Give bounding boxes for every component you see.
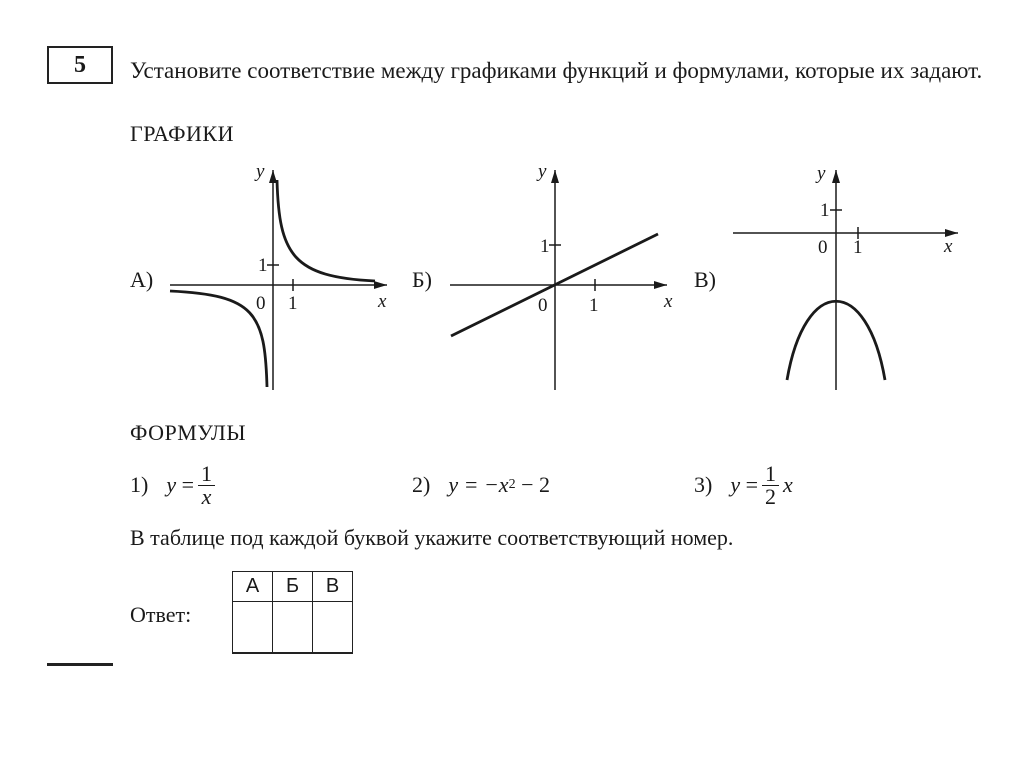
formula-lhs: y bbox=[448, 472, 459, 497]
graph-c-letter: В) bbox=[694, 267, 716, 292]
task-number: 5 bbox=[47, 46, 113, 84]
fraction-denominator: 2 bbox=[765, 483, 777, 509]
y-tick-label: 1 bbox=[820, 200, 830, 221]
origin-label: 0 bbox=[818, 237, 828, 258]
x-tick-label: 1 bbox=[288, 293, 298, 314]
x-tick-label: 1 bbox=[853, 237, 863, 258]
x-axis-label: x bbox=[378, 291, 387, 312]
fraction-numerator: 1 bbox=[198, 463, 215, 486]
hyperbola-branch-left bbox=[170, 291, 267, 387]
y-tick-label: 1 bbox=[258, 255, 268, 276]
fraction bbox=[762, 460, 779, 509]
x-axis-label: x bbox=[664, 291, 673, 312]
answer-cell-a[interactable] bbox=[233, 602, 273, 654]
origin-label: 0 bbox=[538, 295, 548, 316]
formula-1 bbox=[130, 455, 219, 515]
answer-table bbox=[232, 571, 353, 654]
graphs-heading: ГРАФИКИ bbox=[130, 121, 234, 146]
answer-column-c: В bbox=[313, 572, 353, 602]
formula-eq: = bbox=[181, 472, 195, 497]
section-divider bbox=[47, 663, 113, 666]
answer-cell-b[interactable] bbox=[273, 602, 313, 654]
hyperbola-branch-right bbox=[277, 180, 375, 281]
formula-tail: − 2 bbox=[521, 472, 550, 497]
fraction-denominator: x bbox=[201, 483, 212, 509]
x-axis-label: x bbox=[944, 236, 953, 257]
formula-rhs: = −x bbox=[463, 472, 509, 497]
fraction-numerator: 1 bbox=[762, 463, 779, 486]
graph-a-letter: А) bbox=[130, 267, 154, 292]
x-axis-arrow bbox=[654, 281, 667, 289]
answer-label: Ответ: bbox=[130, 602, 192, 627]
fraction bbox=[198, 460, 215, 509]
y-tick-label: 1 bbox=[540, 236, 550, 257]
y-axis-arrow bbox=[551, 170, 559, 183]
instruction-text: В таблице под каждой буквой укажите соответствующий номер. bbox=[130, 525, 734, 550]
formula-index: 2) bbox=[412, 472, 431, 497]
origin-label: 0 bbox=[256, 293, 266, 314]
answer-column-a: А bbox=[233, 572, 273, 602]
answer-column-b: Б bbox=[273, 572, 313, 602]
graph-b bbox=[445, 155, 685, 395]
y-axis-arrow bbox=[832, 170, 840, 183]
y-axis-label: y bbox=[256, 161, 265, 182]
x-axis-arrow bbox=[374, 281, 387, 289]
task-text: Установите соответствие между графиками функций и формулами, которые их задают. bbox=[130, 58, 983, 83]
formula-lhs: y bbox=[166, 472, 177, 497]
formula-lhs: y bbox=[730, 472, 741, 497]
answer-cell-c[interactable] bbox=[313, 602, 353, 654]
formula-exponent: 2 bbox=[508, 477, 516, 492]
formulas-heading: ФОРМУЛЫ bbox=[130, 420, 247, 445]
formula-index: 3) bbox=[694, 472, 713, 497]
y-axis-label: y bbox=[817, 163, 826, 184]
graph-b-letter: Б) bbox=[412, 267, 432, 292]
formula-2 bbox=[412, 455, 550, 515]
x-tick-label: 1 bbox=[589, 295, 599, 316]
formula-eq: = bbox=[745, 472, 759, 497]
graph-a bbox=[165, 155, 405, 395]
formula-index: 1) bbox=[130, 472, 149, 497]
y-axis-label: y bbox=[538, 161, 547, 182]
graph-c bbox=[730, 155, 970, 395]
formula-variable: x bbox=[783, 472, 793, 497]
formula-3 bbox=[694, 455, 793, 515]
